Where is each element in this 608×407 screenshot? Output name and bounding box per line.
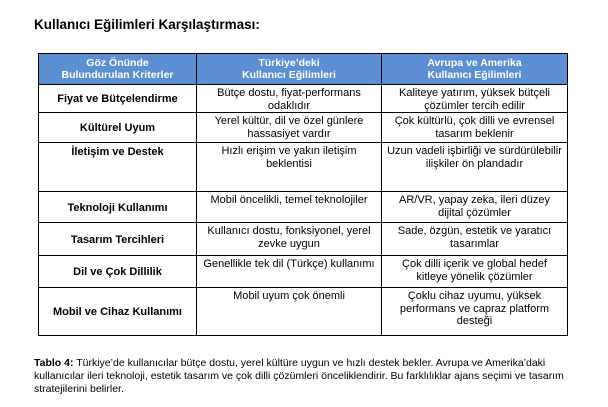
europe-america-cell: Çok dilli içerik ve global hedef kitleye yönelik çözümler — [382, 256, 568, 288]
turkey-cell: Genellikle tek dil (Türkçe) kullanımı — [197, 256, 382, 288]
criterion-cell: Teknoloji Kullanımı — [39, 192, 197, 223]
table-row — [39, 256, 568, 288]
criterion-cell: Mobil ve Cihaz Kullanımı — [39, 288, 197, 336]
europe-america-cell: Çok kültürlü, çok dilli ve evrensel tasarım beklenir — [382, 113, 568, 143]
turkey-cell: Yerel kültür, dil ve özel günlere hassasiyet vardır — [197, 113, 382, 143]
turkey-cell: Bütçe dostu, fiyat-performans odaklıdır — [197, 85, 382, 113]
header-europe-america-line2: Kullanıcı Eğilimleri — [427, 69, 522, 81]
header-europe-america-line1: Avrupa ve Amerika — [427, 56, 522, 69]
header-criteria-line1: Göz Önünde — [86, 56, 149, 69]
europe-america-cell: Kaliteye yatırım, yüksek bütçeli çözümler tercih edilir — [382, 85, 568, 113]
table-caption — [34, 357, 574, 396]
turkey-cell: Mobil uyum çok önemli — [197, 288, 382, 336]
table-row — [39, 143, 568, 192]
criterion-cell: Fiyat ve Bütçelendirme — [39, 85, 197, 113]
header-europe-america — [382, 54, 568, 85]
table-row — [39, 85, 568, 113]
table-row — [39, 113, 568, 143]
europe-america-cell: AR/VR, yapay zeka, ileri düzey dijital çözümler — [382, 192, 568, 223]
header-turkey-line1: Türkiye’deki — [258, 56, 320, 69]
criterion-cell: Tasarım Tercihleri — [39, 223, 197, 256]
caption-text: Türkiye’de kullanıcılar bütçe dostu, yerel kültüre uygun ve hızlı destek bekler. Avrupa ve Amerika’daki kullanıcılar ileri teknoloji, estetik tasarım ve çok dilli çözümleri önceliklendirir. Bu farklılıklar ajans seçimi ve tasarım stratejilerini belirler. — [34, 357, 564, 395]
europe-america-cell: Uzun vadeli işbirliği ve sürdürülebilir ilişkiler ön plandadır — [382, 143, 568, 192]
header-turkey — [197, 54, 382, 85]
header-turkey-line2: Kullanıcı Eğilimleri — [242, 69, 336, 81]
table-row — [39, 288, 568, 336]
turkey-cell: Kullanıcı dostu, fonksiyonel, yerel zevke uygun — [197, 223, 382, 256]
caption-label: Tablo 4: — [34, 357, 74, 369]
criterion-cell: Dil ve Çok Dillilik — [39, 256, 197, 288]
europe-america-cell: Çoklu cihaz uyumu, yüksek performans ve capraz platform desteği — [382, 288, 568, 336]
header-criteria-line2: Bulundurulan Kriterler — [61, 69, 174, 81]
comparison-table — [38, 53, 568, 336]
page-title: Kullanıcı Eğilimleri Karşılaştırması: — [34, 17, 260, 32]
criterion-cell: İletişim ve Destek — [39, 143, 197, 192]
criterion-cell: Kültürel Uyum — [39, 113, 197, 143]
turkey-cell: Hızlı erişim ve yakın iletişim beklentisi — [197, 143, 382, 192]
turkey-cell: Mobil öncelikli, temel teknolojiler — [197, 192, 382, 223]
table-header-row — [39, 54, 568, 85]
table-row — [39, 223, 568, 256]
table-row — [39, 192, 568, 223]
header-criteria — [39, 54, 197, 85]
europe-america-cell: Sade, özgün, estetik ve yaratıcı tasarımlar — [382, 223, 568, 256]
